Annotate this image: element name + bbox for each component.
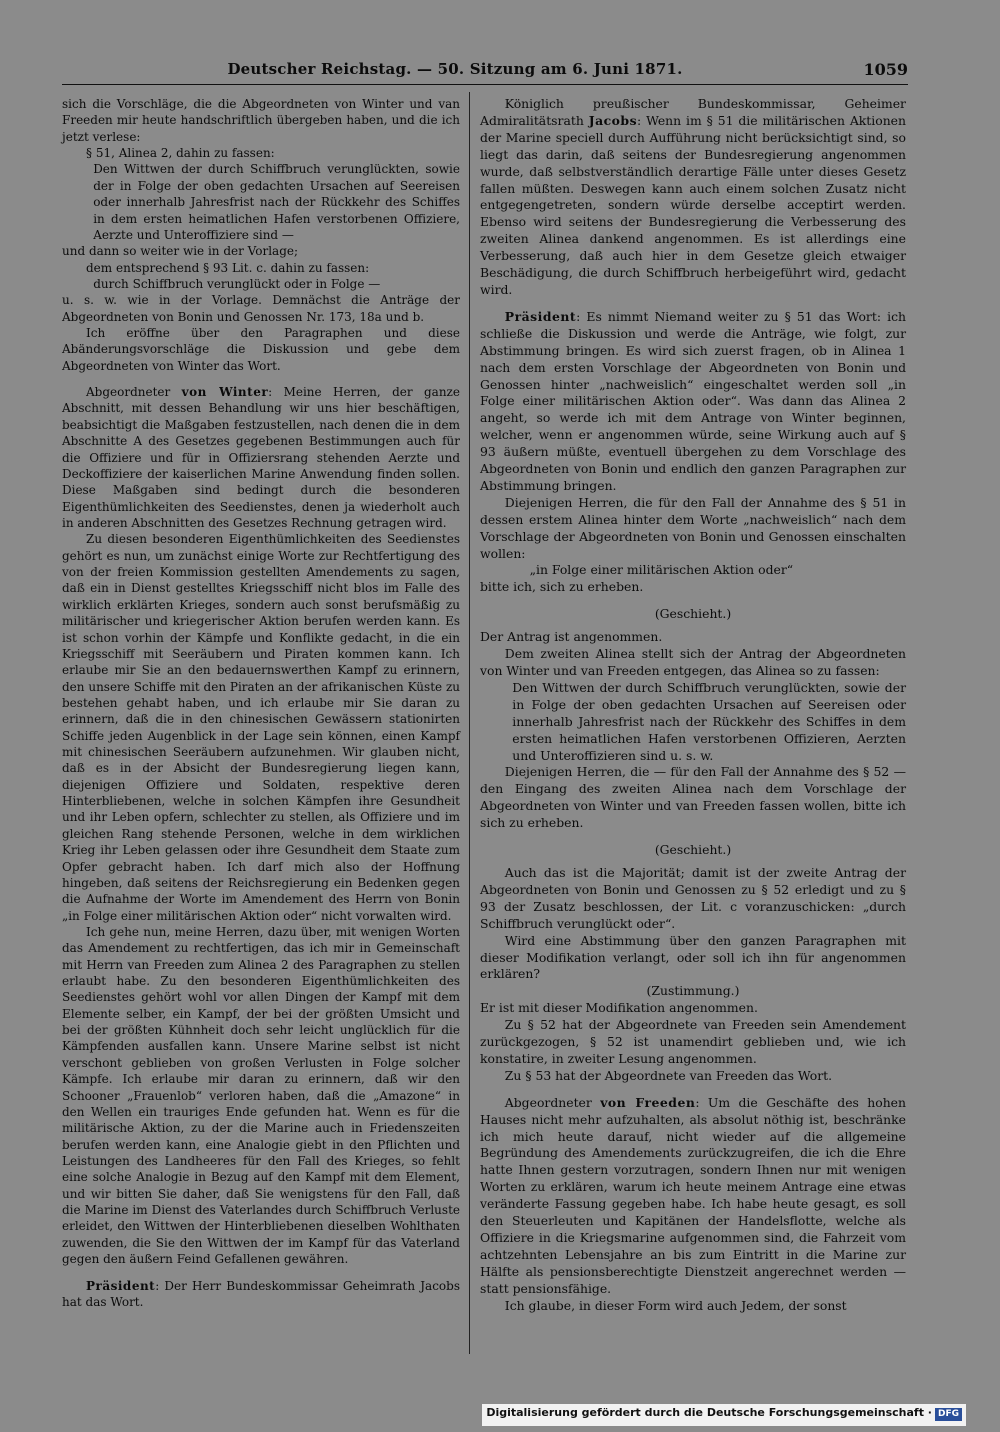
speech — [480, 1095, 906, 1298]
paragraph: Zu § 52 hat der Abgeordnete van Freeden sein Amendement zurückgezogen, § 52 ist unamendirt geblieben und, wie ich konstatire, in zweiter Lesung angenommen. — [480, 1017, 906, 1066]
speech-text: : Meine Herren, der ganze Abschnitt, mit dessen Behandlung wir uns hier beschäftigen, beabsichtigt die Maßgaben festzustellen, nach denen die in dem Abschnitte A des Gesetzes gegebenen Bestimmungen auch für die Offiziere und für in Offiziersrang stehenden Aerzte und Deckoffiziere der kaiserlichen Marine Anwendung finden sollen. Diese Maßgaben sind bedingt durch die besonderen Eigenthümlichkeiten des Seedienstes, denen ja wiederholt auch in anderen Abschnitten des Gesetzes Rechnung getragen wird. — [62, 385, 460, 530]
paragraph: bitte ich, sich zu erheben. — [480, 579, 644, 595]
page-header — [62, 60, 908, 82]
dfg-logo: DFG — [935, 1408, 962, 1421]
procedural-note: (Geschieht.) — [654, 606, 732, 622]
paragraph: Er ist mit dieser Modifikation angenommen. — [480, 1000, 758, 1016]
paragraph: dem entsprechend § 93 Lit. c. dahin zu fassen: — [86, 260, 370, 275]
paragraph: sich die Vorschläge, die die Abgeordneten von Winter und van Freeden mir heute handschriftlich übergeben haben, und die ich jetzt verlese: — [62, 97, 460, 144]
speech-text: : Um die Geschäfte des hohen Hauses nicht mehr aufzuhalten, als absolut nöthig ist, beschränke ich mich heute darauf, nicht wieder auf die allgemeine Begründung des Amendements zurückzugreifen, die ich die Ehre hatte Ihnen gestern vorzutragen, sondern Ihnen nur mit wenigen Worten zu erklären, warum ich heute meinem Antrage eine etwas veränderte Fassung gegeben habe. Ich habe heute gesagt, es soll den Steuerleuten und Kapitänen der Handelsflotte, welche als Offiziere in die Kriegsmarine aufgenommen sind, die Fahrzeit vom achtzehnten Lebensjahre an bis zum Eintritt in die Marine zur Hälfte als pensionsberechtigte Dienstzeit angerechnet werden — statt pensionsfähige. — [480, 1094, 906, 1296]
right-column — [480, 96, 906, 1315]
speech — [62, 1278, 460, 1311]
speech — [480, 96, 906, 299]
quoted-text: durch Schiffbruch verunglückt oder in Folge — — [93, 276, 381, 291]
speech — [62, 384, 460, 531]
credit-text: Digitalisierung gefördert durch die Deutsche Forschungsgemeinschaft · — [486, 1406, 932, 1419]
speaker-name: Präsident — [86, 1278, 156, 1293]
paragraph: u. s. w. wie in der Vorlage. Demnächst die Anträge der Abgeordneten von Bonin und Genossen Nr. 173, 18a und b. — [62, 293, 460, 324]
digitization-credit — [482, 1404, 966, 1426]
left-column — [62, 96, 460, 1310]
paragraph: Diejenigen Herren, die — für den Fall der Annahme des § 52 — den Eingang des zweiten Alinea nach dem Vorschlage der Abgeordneten von Winter und van Freeden fassen wollen, bitte ich sich zu erheben. — [480, 764, 906, 831]
speaker-name: von Freeden — [600, 1094, 696, 1110]
speaker-name: Jacobs — [588, 112, 638, 128]
speech-text: : Es nimmt Niemand weiter zu § 51 das Wort: ich schließe die Diskussion und werde die Anträge, wie folgt, zur Abstimmung bringen. Es wird sich zuerst fragen, ob in Alinea 1 nach dem ersten Vorschlage der Abgeordneten von Bonin und Genossen hinter „nachweislich“ eingeschaltet werden soll „in Folge einer militärischen Aktion oder“. Was dann das Alinea 2 angeht, so werde ich mit dem Antrage von Winter beginnen, welcher, wenn er angenommen würde, seine Wirkung auch auf § 93 äußern müßte, eventuell übergehen zu dem Vorschlage des Abgeordneten von Bonin und endlich den ganzen Paragraphen zur Abstimmung bringen. — [480, 308, 906, 493]
paragraph: und dann so weiter wie in der Vorlage; — [62, 244, 299, 259]
speech-text: : Der Herr Bundeskommissar Geheimrath Jacobs hat das Wort. — [62, 1278, 460, 1309]
speaker-title: Königlich preußischer Bundeskommissar, Geheimer Admiralitätsrath — [480, 96, 906, 128]
speaker-title: Abgeordneter — [504, 1094, 592, 1110]
paragraph: § 51, Alinea 2, dahin zu fassen: — [86, 146, 275, 161]
quoted-text: „in Folge einer militärischen Aktion oder“ — [529, 562, 794, 578]
quoted-text: Den Wittwen der durch Schiffbruch verunglückten, sowie der in Folge der oben gedachten Ursachen auf Seereisen oder innerhalb Jahresfrist nach der Rückkehr des Schiffes in dem ersten heimatlichen Hafen verstorbenen Offiziere, Aerzte und Unteroffiziere sind — — [93, 162, 460, 242]
paragraph: Auch das ist die Majorität; damit ist der zweite Antrag der Abgeordneten von Bonin und Genossen zu § 52 erledigt und zu § 93 der Zusatz beschlossen, der Lit. c voranzuschicken: „durch Schiffbruch verunglückt oder“. — [480, 864, 906, 931]
procedural-note: (Zustimmung.) — [646, 983, 740, 999]
paragraph: Ich gehe nun, meine Herren, dazu über, mit wenigen Worten das Amendement zu rechtfertigen, das ich mir in Gemeinschaft mit Herrn van Freeden zum Alinea 2 des Paragraphen zu stellen erlaubt habe. Zu den besonderen Eigenthümlichkeiten des Seedienstes gehört wohl vor allen Dingen der Kampf mit dem Elemente selber, ein Kampf, der bei der größten Umsicht und bei der größten Kühnheit doch sehr leicht unglücklich für die Kämpfenden ausfallen kann. Unsere Marine selbst ist nicht verschont geblieben von großen Verlusten in Folge solcher Kämpfe. Ich erlaube mir daran zu erinnern, daß wir den Schooner „Frauenlob“ verloren haben, daß die „Amazone“ in den Wellen ein trauriges Ende gefunden hat. Wenn es für die militärische Aktion, zu der die Marine auch in Friedenszeiten berufen werden kann, eine Analogie giebt in den Pflichten und Leistungen des Landheeres für den Fall des Krieges, so fehlt eine solche Analogie in Bezug auf den Kampf mit dem Element, und wir bitten Sie daher, daß Sie wenigstens für den Fall, daß die Marine im Dienst des Vaterlandes durch Schiffbruch Verluste erleidet, den Wittwen der Hinterbliebenen dieselben Wohlthaten zuwenden, die Sie den Wittwen der im Kampf für das Vaterland gegen den äußern Feind Gefallenen gewähren. — [62, 924, 460, 1267]
running-title: Deutscher Reichstag. — 50. Sitzung am 6. Juni 1871. — [227, 60, 683, 78]
paragraph: Der Antrag ist angenommen. — [480, 629, 663, 645]
header-rule — [62, 84, 908, 85]
paragraph: Zu diesen besonderen Eigenthümlichkeiten des Seedienstes gehört es nun, um zunächst einige Worte zur Rechtfertigung des von der freien Kommission gestellten Amendements zu sagen, daß ein in Dienst gestelltes Kriegsschiff nicht blos im Falle des wirklich erklärten Krieges, sondern auch sonst berufsmäßig zu militärischer und kriegerischer Aktion berufen werden kann. Es ist schon vorhin der Kämpfe und Konflikte gedacht, in die ein Kriegsschiff mit Seeräubern und Piraten kommen kann. Ich erlaube mir Sie an den bedauernswerthen Kampf zu erinnern, den unsere Schiffe mit den Piraten an der afrikanischen Küste zu bestehen gehabt haben, und ich erlaube mir Sie daran zu erinnern, daß die in den chinesischen Gewässern stationirten Schiffe jeden Augenblick in der Lage sein können, einen Kampf mit chinesischen Seeräubern aufzunehmen. Wir glauben nicht, daß es in der Absicht der Bundesregierung liegen kann, diejenigen Offiziere und Soldaten, respektive deren Hinterbliebenen, welche in solchen Kämpfen ihre Gesundheit und ihr Leben opfern, schlechter zu stellen, als Offiziere und im gleichen Rang stehende Personen, welche in dem wirklichen Krieg ihr Leben gelassen oder ihre Gesundheit dem Staate zum Opfer gebracht haben. Ich darf mich also der Hoffnung hingeben, daß seitens der Reichsregierung ein Bedenken gegen die Aufnahme der Worte im Amendement des Herrn von Bonin „in Folge einer militärischen Aktion oder“ nicht vorwalten wird. — [62, 532, 460, 923]
speaker-title: Abgeordneter — [86, 385, 171, 400]
speaker-name: Präsident — [504, 308, 577, 324]
page-number: 1059 — [863, 60, 908, 79]
speech-text: : Wenn im § 51 die militärischen Aktionen der Marine speciell durch Aufführung nicht berücksichtigt sind, so liegt das darin, daß seitens der Bundesregierung angenommen wurde, daß selbstverständlich derartige Fälle unter dieses Gesetz fallen müßten. Deswegen kann auch einem solchen Zusatz nicht entgegengetreten, sondern würde derselbe acceptirt werden. Ebenso wird seitens der Bundesregierung die Verbesserung des zweiten Alinea dankend angenommen. Es ist allerdings eine Verbesserung, daß auch hier in dem Gesetze gleich etwaiger Beschädigung, die durch Schiffbruch herbeigeführt wird, gedacht wird. — [480, 112, 906, 297]
paragraph: Diejenigen Herren, die für den Fall der Annahme des § 51 in dessen erstem Alinea hinter dem Worte „nachweislich“ nach dem Vorschlage der Abgeordneten von Bonin und Genossen einschalten wollen: — [480, 494, 906, 561]
paragraph: Dem zweiten Alinea stellt sich der Antrag der Abgeordneten von Winter und van Freeden entgegen, das Alinea so zu fassen: — [480, 646, 906, 678]
speech — [480, 309, 906, 495]
procedural-note: (Geschieht.) — [654, 842, 732, 858]
speaker-name: von Winter — [181, 385, 269, 400]
column-divider — [469, 92, 470, 1354]
paragraph: Ich glaube, in dieser Form wird auch Jedem, der sonst — [504, 1297, 847, 1313]
paragraph: Wird eine Abstimmung über den ganzen Paragraphen mit dieser Modifikation verlangt, oder soll ich ihn für angenommen erklären? — [480, 932, 906, 982]
paragraph: Zu § 53 hat der Abgeordnete van Freeden das Wort. — [504, 1067, 833, 1083]
quoted-text: Den Wittwen der durch Schiffbruch verunglückten, sowie der in Folge der oben gedachten Ursachen auf Seereisen oder innerhalb Jahresfrist nach der Rückkehr des Schiffes in dem ersten heimatlichen Hafen verstorbenen Offizieren, Aerzten und Unteroffizieren sind u. s. w. — [512, 679, 906, 763]
paragraph: Ich eröffne über den Paragraphen und diese Abänderungsvorschläge die Diskussion und gebe dem Abgeordneten von Winter das Wort. — [62, 326, 460, 373]
